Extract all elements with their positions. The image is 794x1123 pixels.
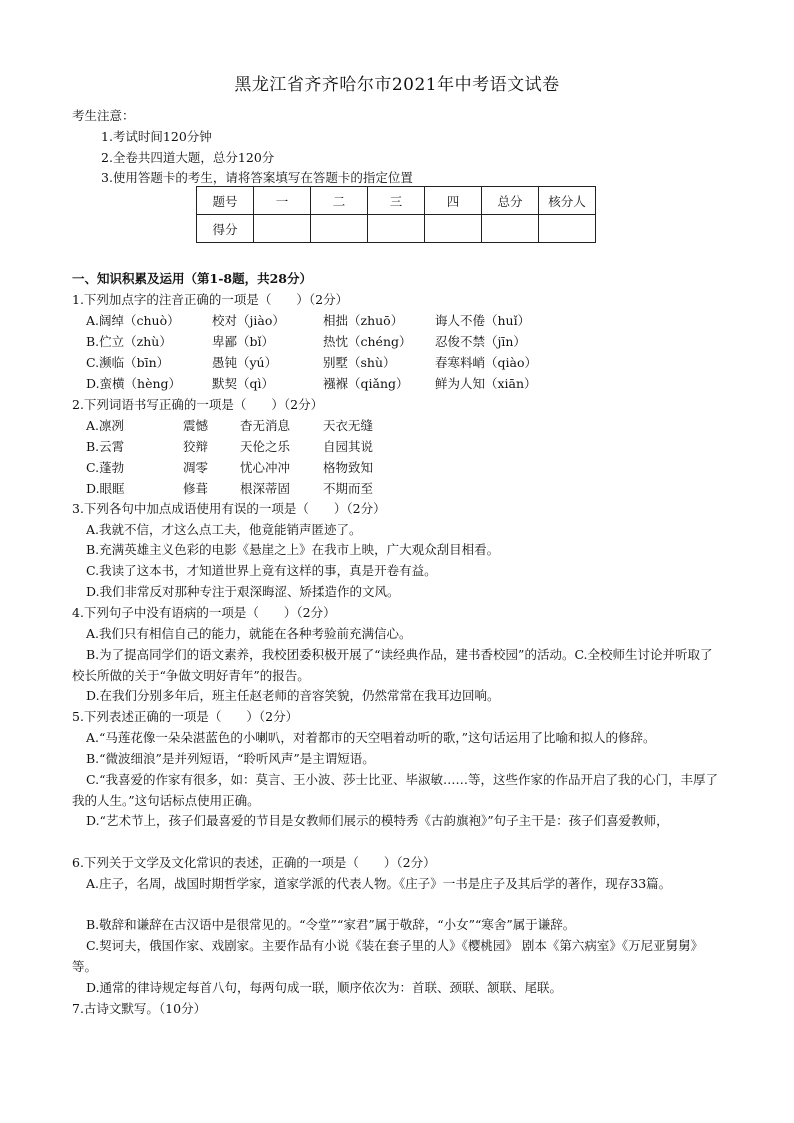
notice-item: 3.使用答题卡的考生，请将答案填写在答题卡的指定位置 <box>101 170 413 185</box>
option-cell: D.眼眶 <box>86 481 125 496</box>
option-cell: 自园其说 <box>323 439 374 454</box>
option-cell: 卑鄙（bǐ） <box>212 334 274 349</box>
score-blank-cell[interactable] <box>368 215 425 243</box>
option-cell: 热忱（chéng） <box>323 334 412 349</box>
score-header-cell: 题号 <box>197 187 254 215</box>
score-blank-cell[interactable] <box>482 215 539 243</box>
option-cell: 忧心冲冲 <box>240 460 291 475</box>
score-header-cell: 三 <box>368 187 425 215</box>
option-paragraph: A.庄子，名周，战国时期哲学家，道家学派的代表人物。《庄子》一书是庄子及其后学的著作，现存33篇。 <box>86 876 672 891</box>
option-cell: 格物致知 <box>323 460 374 475</box>
question-stem: 5.下列表述正确的一项是（ ）（2分） <box>72 709 299 724</box>
score-table <box>196 186 596 243</box>
option-paragraph: D.“艺术节上，孩子们最喜爱的节目是女教师们展示的模特秀《古韵旗袍》”句子主干是：孩子们喜爱教师， <box>86 813 669 828</box>
option-cell: 别墅（shù） <box>323 355 396 370</box>
question-stem: 3.下列各句中加点成语使用有误的一项是（ ）（2分） <box>72 501 386 516</box>
question-stem: 4.下列句子中没有语病的一项是（ ）（2分） <box>72 605 336 620</box>
score-blank-cell[interactable] <box>425 215 482 243</box>
option-cell: C.蓬勃 <box>86 460 125 475</box>
option-paragraph: B.为了提高同学们的语文素养，我校团委积极开展了“读经典作品，建书香校园”的活动。C.全校师生讨论并听取了校长所做的关于“争做文明好青年”的报告。 <box>72 647 713 683</box>
option-line: D.通常的律诗规定每首八句，每两句成一联，顺序依次为：首联、颈联、颔联、尾联。 <box>86 980 563 995</box>
option-cell: 天伦之乐 <box>240 439 291 454</box>
option-cell: 诲人不倦（huǐ） <box>435 313 531 328</box>
option-cell: 修葺 <box>183 481 209 496</box>
section-heading: 一、知识积累及运用（第1-8题，共28分） <box>72 271 312 286</box>
option-cell: 春寒料峭（qiào） <box>435 355 537 370</box>
option-cell: 狡辩 <box>183 439 209 454</box>
option-cell: D.蛮横（hèng） <box>86 376 182 391</box>
option-cell: A.阔绰（chuò） <box>86 313 180 328</box>
option-line: C.我读了这本书，才知道世界上竟有这样的事，真是开卷有益。 <box>86 563 437 578</box>
option-cell: 鲜为人知（xiān） <box>435 376 537 391</box>
option-line: A.我就不信，才这么点工夫，他竟能销声匿迹了。 <box>86 522 362 537</box>
option-cell: A.凛冽 <box>86 418 125 433</box>
option-line: B.敬辞和谦辞在古汉语中是很常见的。“令堂”“家君”属于敬辞，“小女”“寒舍”属于谦辞。 <box>86 917 576 932</box>
option-cell: B.云霄 <box>86 439 125 454</box>
option-cell: 相拙（zhuō） <box>323 313 404 328</box>
option-cell: 校对（jiào） <box>212 313 285 328</box>
option-cell: 忍俊不禁（jīn） <box>435 334 526 349</box>
option-line: D.我们非常反对那种专注于艰深晦涩、矫揉造作的文风。 <box>86 584 400 599</box>
score-header-cell: 总分 <box>482 187 539 215</box>
option-cell: 震憾 <box>183 418 209 433</box>
score-header-cell: 一 <box>254 187 311 215</box>
score-blank-cell[interactable] <box>311 215 368 243</box>
question-stem: 6.下列关于文学及文化常识的表述，正确的一项是（ ）（2分） <box>72 855 436 870</box>
score-table-header-row <box>197 187 596 215</box>
notice-heading: 考生注意： <box>72 108 135 123</box>
option-cell: 襁褓（qiǎng） <box>323 376 409 391</box>
question-stem: 7.古诗文默写。（10分） <box>72 1001 207 1016</box>
score-table-score-row <box>197 215 596 243</box>
score-header-cell: 核分人 <box>539 187 596 215</box>
score-blank-cell[interactable] <box>539 215 596 243</box>
exam-title: 黑龙江省齐齐哈尔市2021年中考语文试卷 <box>234 75 560 95</box>
option-cell: 天衣无缝 <box>323 418 374 433</box>
option-cell: 凋零 <box>183 460 209 475</box>
notice-item: 2.全卷共四道大题，总分120分 <box>101 150 275 165</box>
question-stem: 1.下列加点字的注音正确的一项是（ ）（2分） <box>72 292 349 307</box>
option-line: B.充满英雄主义色彩的电影《悬崖之上》在我市上映，广大观众刮目相看。 <box>86 542 500 557</box>
score-blank-cell[interactable] <box>254 215 311 243</box>
score-row-label: 得分 <box>197 215 254 243</box>
option-line: D.在我们分别多年后，班主任赵老师的音容笑貌，仍然常常在我耳边回响。 <box>86 688 500 703</box>
option-cell: 不期而至 <box>323 481 374 496</box>
option-paragraph: C.契诃夫，俄国作家、戏剧家。主要作品有小说《装在套子里的人》《樱桃园》 剧本《第六病室》《万尼亚舅舅》等。 <box>72 938 704 974</box>
option-cell: 默契（qì） <box>212 376 274 391</box>
option-cell: C.濒临（bīn） <box>86 355 170 370</box>
score-header-cell: 四 <box>425 187 482 215</box>
option-cell: 根深蒂固 <box>240 481 291 496</box>
option-line: B.“微波细浪”是并列短语，“聆听风声”是主谓短语。 <box>86 751 375 766</box>
question-stem: 2.下列词语书写正确的一项是（ ）（2分） <box>72 397 324 412</box>
score-header-cell: 二 <box>311 187 368 215</box>
option-paragraph: A.“马莲花像一朵朵湛蓝色的小喇叭，对着都市的天空唱着动听的歌，”这句话运用了比喻和拟人的修辞。 <box>86 730 656 745</box>
option-cell: 愚钝（yú） <box>212 355 278 370</box>
option-paragraph: C.“我喜爱的作家有很多，如：莫言、王小波、莎士比亚、毕淑敏……等，这些作家的作品开启了我的心门，丰厚了我的人生。”这句话标点使用正确。 <box>72 772 718 808</box>
notice-item: 1.考试时间120分钟 <box>101 129 212 144</box>
option-line: A.我们只有相信自己的能力，就能在各种考验前充满信心。 <box>86 626 412 641</box>
option-cell: B.伫立（zhù） <box>86 334 172 349</box>
option-cell: 杳无消息 <box>240 418 291 433</box>
